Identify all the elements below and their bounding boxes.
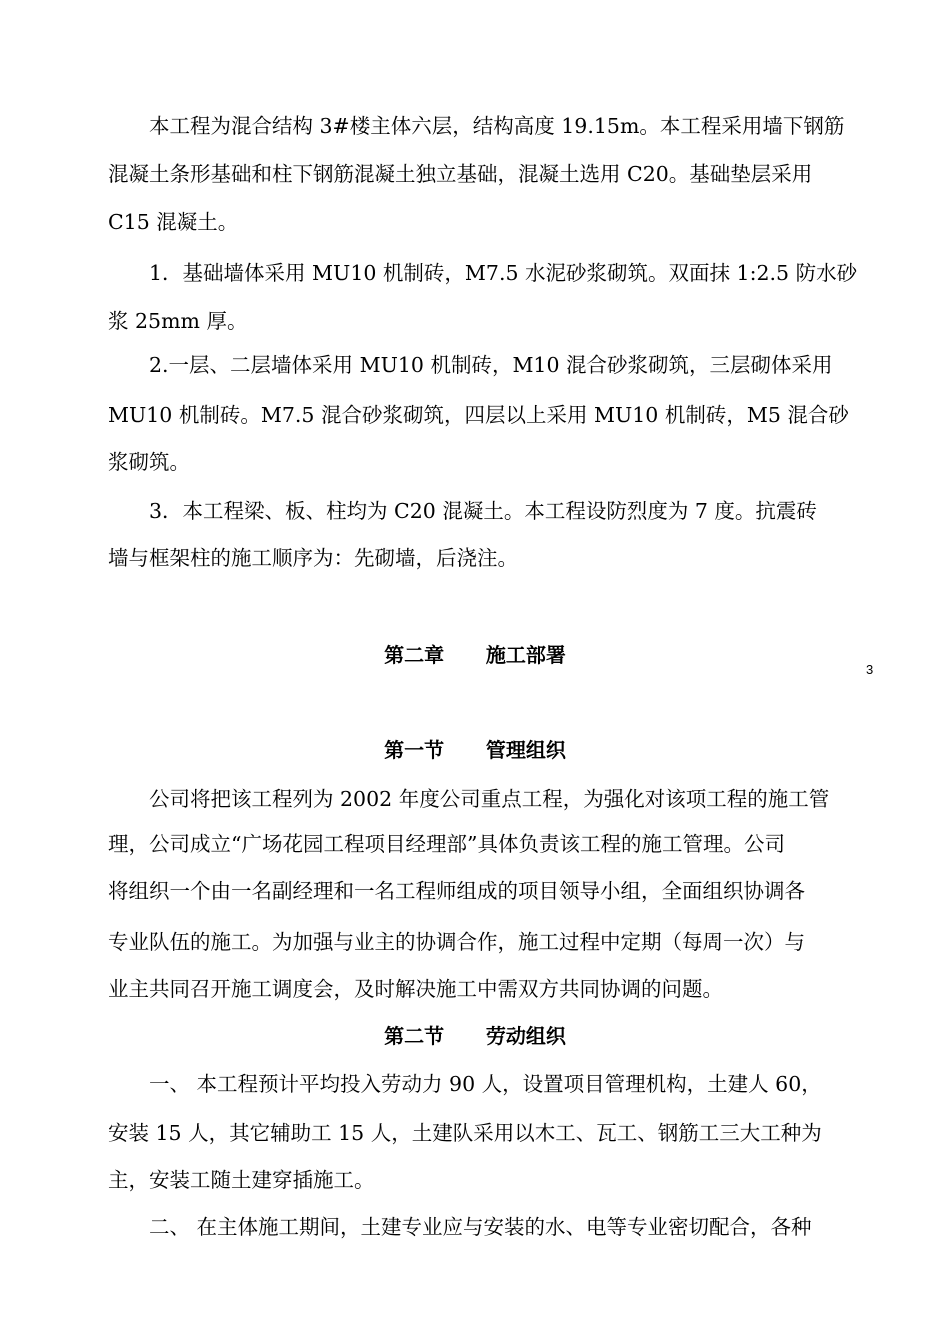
chapter-heading: 第二章 施工部署 — [384, 643, 566, 667]
paragraph-line: 二、 在主体施工期间，土建专业应与安装的水、电等专业密切配合，各种 — [149, 1215, 812, 1239]
paragraph-line: 专业队伍的施工。为加强与业主的协调合作，施工过程中定期（每周一次）与 — [108, 930, 805, 954]
paragraph-line: 主，安装工随土建穿插施工。 — [108, 1168, 375, 1192]
paragraph-line: 墙与框架柱的施工顺序为：先砌墙，后浇注。 — [108, 546, 518, 570]
paragraph-line: MU10 机制砖。M7.5 混合砂浆砌筑，四层以上采用 MU10 机制砖，M5 混合砂 — [108, 403, 849, 427]
paragraph-line: 2.一层、二层墙体采用 MU10 机制砖，M10 混合砂浆砌筑，三层砌体采用 — [149, 353, 833, 377]
paragraph-line: C15 混凝土。 — [108, 210, 239, 234]
paragraph-line: 安装 15 人，其它辅助工 15 人，土建队采用以木工、瓦工、钢筋工三大工种为 — [108, 1121, 822, 1145]
paragraph-line: 混凝土条形基础和柱下钢筋混凝土独立基础，混凝土选用 C20。基础垫层采用 — [108, 162, 813, 186]
paragraph-line: 公司将把该工程列为 2002 年度公司重点工程，为强化对该项工程的施工管 — [149, 787, 830, 811]
paragraph-line: 一、 本工程预计平均投入劳动力 90 人，设置项目管理机构，土建人 60， — [149, 1072, 822, 1096]
paragraph-line: 浆砌筑。 — [108, 450, 190, 474]
page-number: 3 — [866, 662, 874, 677]
paragraph-line: 将组织一个由一名副经理和一名工程师组成的项目领导小组，全面组织协调各 — [108, 879, 805, 903]
paragraph-line: 3．本工程梁、板、柱均为 C20 混凝土。本工程设防烈度为 7 度。抗震砖 — [149, 499, 817, 523]
paragraph-line: 理，公司成立“广场花园工程项目经理部”具体负责该工程的施工管理。公司 — [108, 832, 785, 856]
paragraph-line: 本工程为混合结构 3#楼主体六层，结构高度 19.15m。本工程采用墙下钢筋 — [149, 114, 845, 138]
paragraph-line: 业主共同召开施工调度会，及时解决施工中需双方共同协调的问题。 — [108, 977, 723, 1001]
paragraph-line: 浆 25mm 厚。 — [108, 309, 248, 333]
section-heading: 第二节 劳动组织 — [384, 1024, 566, 1048]
paragraph-line: 1．基础墙体采用 MU10 机制砖，M7.5 水泥砂浆砌筑。双面抹 1:2.5 防水砂 — [149, 261, 858, 285]
section-heading: 第一节 管理组织 — [384, 738, 566, 762]
